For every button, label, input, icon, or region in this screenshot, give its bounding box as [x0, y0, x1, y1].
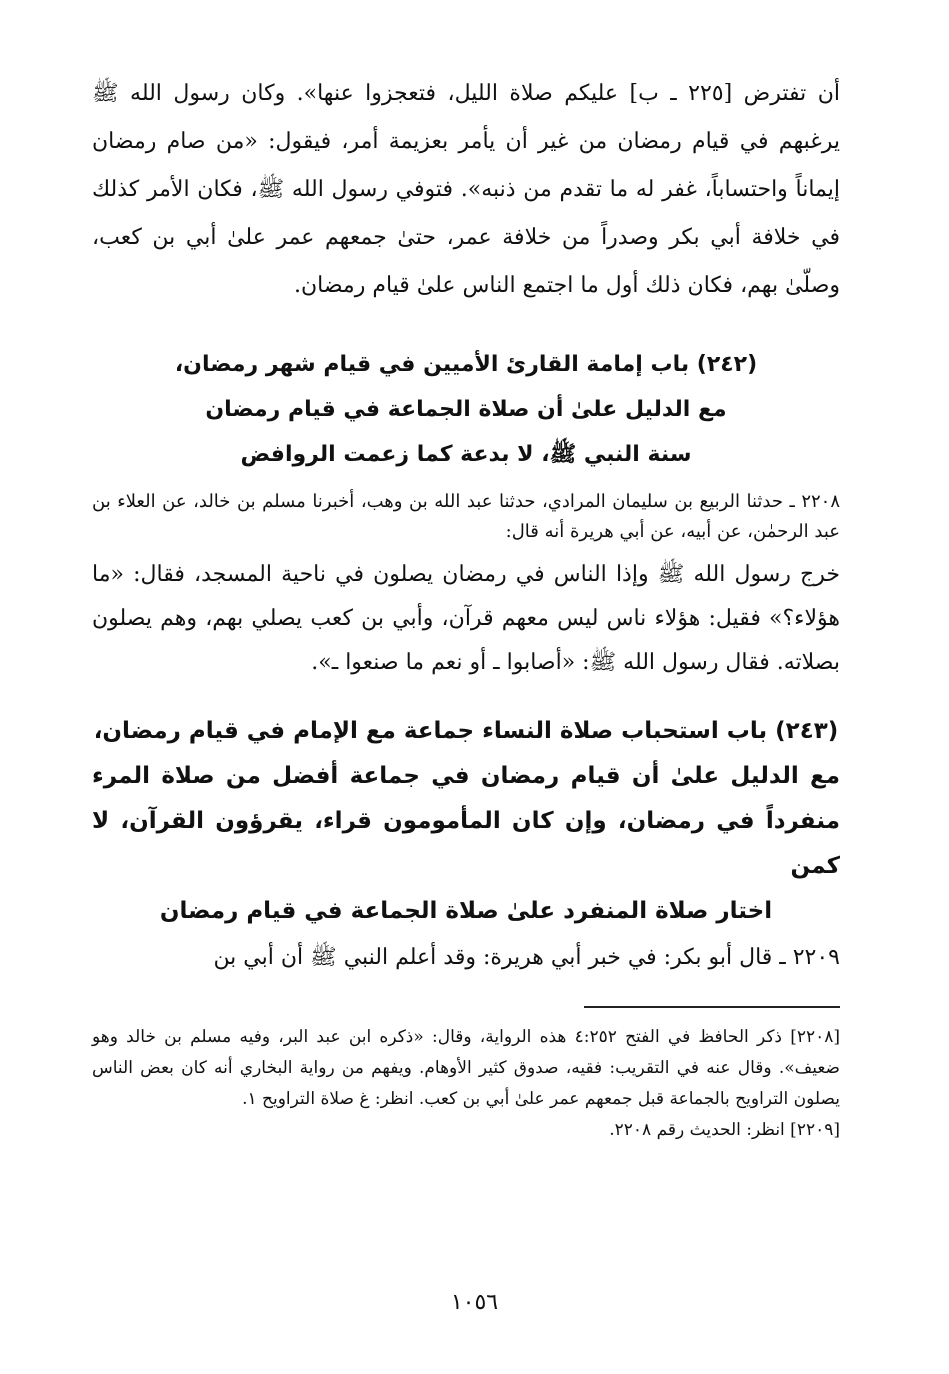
- chapter-243-heading: [92, 709, 840, 934]
- footnote-2208: [٢٢٠٨] ذكر الحافظ في الفتح ٤:٢٥٢ هذه الرواية، وقال: «ذكره ابن عبد البر، وفيه مسلم بن خالد وهو ضعيف». وقال عنه في التقريب: فقيه، صدوق كثير الأوهام. ويفهم من رواية البخاري أنه كان بعض الناس يصلون التراويح بالجماعة قبل جمعهم عمر علىٰ أبي بن كعب. انظر: غ صلاة التراويح ١.: [92, 1027, 841, 1109]
- chapter-242-heading: [92, 342, 840, 477]
- hadith-2209-start: ٢٢٠٩ ـ قال أبو بكر: في خبر أبي هريرة: وقد أعلم النبي ﷺ أن أبي بن: [213, 945, 840, 970]
- intro-paragraph: أن تفترض [٢٢٥ ـ ب] عليكم صلاة الليل، فتعجزوا عنها». وكان رسول الله ﷺ يرغبهم في قيام رمضان من غير أن يأمر بعزيمة أمر، فيقول: «من صام رمضان إيماناً واحتساباً، غفر له ما تقدم من ذنبه». فتوفي رسول الله ﷺ، فكان الأمر كذلك في خلافة أبي بكر وصدراً من خلافة عمر، حتىٰ جمعهم عمر علىٰ أبي بن كعب، وصلّىٰ بهم، فكان ذلك أول ما اجتمع الناس علىٰ قيام رمضان.: [92, 81, 840, 298]
- chapter-242-line-2: مع الدليل علىٰ أن صلاة الجماعة في قيام رمضان: [205, 397, 727, 422]
- footnotes: [92, 1022, 840, 1146]
- footnote-2209: [٢٢٠٩] انظر: الحديث رقم ٢٢٠٨.: [609, 1120, 840, 1140]
- page-body: [92, 70, 840, 1146]
- chapter-242-line-3: سنة النبي ﷺ، لا بدعة كما زعمت الروافض: [240, 442, 692, 467]
- hadith-2208-isnad: ٢٢٠٨ ـ حدثنا الربيع بن سليمان المرادي، حدثنا عبد الله بن وهب، أخبرنا مسلم بن خالد، عن العلاء بن عبد الرحمٰن، عن أبيه، عن أبي هريرة أنه قال:: [92, 491, 840, 542]
- chapter-243-line-3: اختار صلاة المنفرد علىٰ صلاة الجماعة في قيام رمضان: [159, 898, 773, 924]
- hadith-2208-text: خرج رسول الله ﷺ وإذا الناس في رمضان يصلون في ناحية المسجد، فقال: «ما هؤلاء؟» فقيل: هؤلاء ناس ليس معهم قرآن، وأبي بن كعب يصلي بهم، وهم يصلون بصلاته. فقال رسول الله ﷺ: «أصابوا ـ أو نعم ما صنعوا ـ».: [92, 562, 840, 675]
- chapter-243-line-2: مع الدليل علىٰ أن قيام رمضان في جماعة أفضل من صلاة المرء منفرداً في رمضان، وإن كان المأمومون قراء، يقرؤون القرآن، لا كمن: [92, 763, 840, 879]
- chapter-243-line-1: (٢٤٣) باب استحباب صلاة النساء جماعة مع الإمام في قيام رمضان،: [93, 718, 839, 744]
- chapter-242-line-1: (٢٤٢) باب إمامة القارئ الأميين في قيام شهر رمضان،: [174, 352, 758, 377]
- footnote-divider: [584, 1006, 840, 1008]
- page-number: ١٠٥٦: [450, 1290, 499, 1315]
